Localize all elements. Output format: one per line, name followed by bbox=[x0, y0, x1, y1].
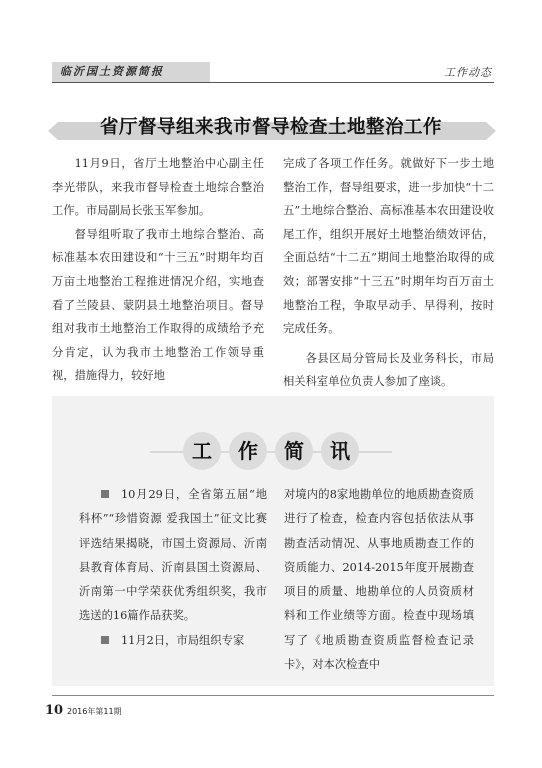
header-rule bbox=[52, 82, 494, 83]
publication-name: 临沂国土资源简报 bbox=[52, 62, 210, 82]
page-header bbox=[52, 62, 494, 82]
article-column-right bbox=[283, 152, 494, 394]
article-paragraph: 各县区局分管局长及业务科长，市局相关科室单位负责人参加了座谈。 bbox=[283, 351, 494, 389]
article-paragraph: 11月9日，省厅土地整治中心副主任李光带队，来我市督导检查土地综合整治工作。市局副局长张玉军参加。 bbox=[52, 157, 264, 218]
footer-rule bbox=[52, 695, 494, 696]
article-paragraph-continuation: 完成了各项工作任务。就做好下一步土地整治工作，督导组要求，进一步加快“十二五”土地综合整治、高标准基本农田建设收尾工作，组织开展好土地整治绩效评估，全面总结“十二五”期间土地整治取得的成效；部署安排“十三五”时期年均百万亩土地整治工程，争取早动手、早得利，按时完成任务。 bbox=[283, 157, 494, 336]
brief-item bbox=[79, 483, 267, 629]
brief-item-text: 10月29日，全省第五届“地科杯”“珍惜资源 爱我国土”征文比赛评选结果揭晓，市国土资源局、沂南县教育体育局、沂南县国土资源局、沂南第一中学荣获优秀组织奖，我市选送的16篇作品获奖。 bbox=[79, 488, 267, 623]
brief-title bbox=[0, 432, 542, 472]
article-column-left bbox=[52, 152, 264, 388]
article-title: 省厅督导组来我市督导检查土地整治工作 bbox=[99, 117, 442, 138]
brief-title-char: 简 bbox=[275, 432, 313, 470]
brief-column-left bbox=[79, 483, 267, 653]
brief-item-continuation: 对境内的8家地勘单位的地质勘查资质进行了检查，检查内容包括依法从事勘查活动情况、从事地质勘查工作的资质能力、2014-2015年度开展勘查项目的质量、地勘单位的人员资质材料和工作业绩等方面。检查中现场填写了《地质勘查资质监督检查记录卡》，对本次检查中 bbox=[284, 488, 474, 672]
issue-label: 2016年第11期 bbox=[67, 707, 122, 716]
brief-title-char: 工 bbox=[183, 432, 221, 470]
square-bullet-icon bbox=[101, 636, 109, 644]
brief-title-char: 作 bbox=[229, 432, 267, 470]
brief-column-right bbox=[284, 483, 474, 677]
page-number: 10 bbox=[45, 703, 64, 718]
square-bullet-icon bbox=[101, 490, 109, 498]
brief-title-char: 讯 bbox=[321, 432, 359, 470]
section-name: 工作动态 bbox=[444, 66, 492, 79]
article-paragraph: 督导组听取了我市土地综合整治、高标准基本农田建设和“十三五”时期年均百万亩土地整治工程推进情况介绍，实地查看了兰陵县、蒙阴县土地整治项目。督导组对我市土地整治工作取得的成绩给予充分肯定，认为我市土地整治工作领导重视，措施得力，较好地 bbox=[52, 227, 264, 383]
brief-item bbox=[79, 629, 267, 653]
brief-item-text: 11月2日，市局组织专家 bbox=[121, 633, 245, 647]
